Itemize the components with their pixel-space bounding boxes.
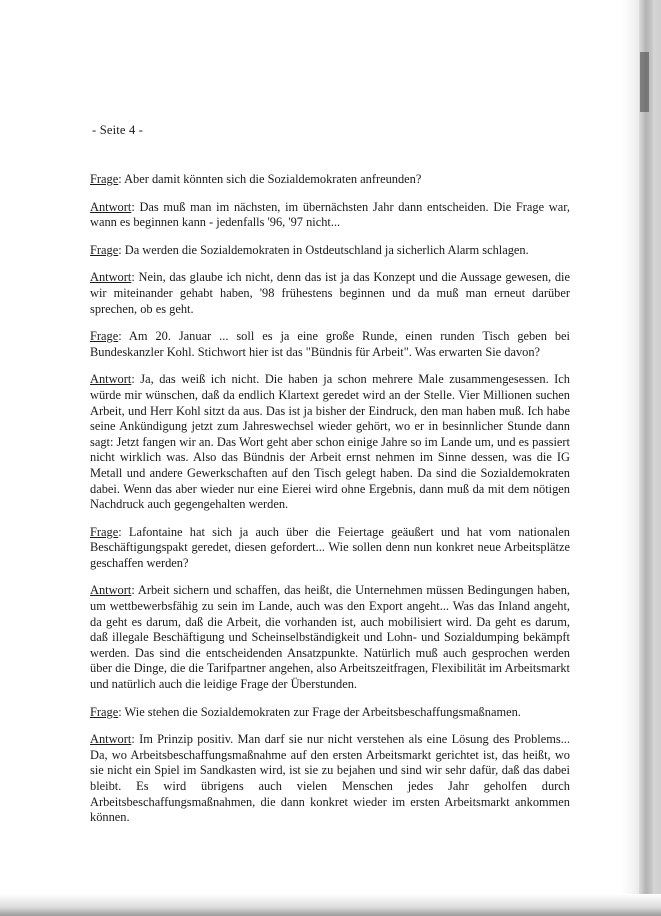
entry-question: Frage: Wie stehen die Sozialdemokraten zur Frage der Arbeitsbeschaffungsmaßnamen. xyxy=(90,704,521,719)
scan-mark xyxy=(640,52,649,112)
entry-answer: Antwort: Das muß man im nächsten, im übernächsten Jahr dann entscheiden. Die Frage war, wann es beginnen kann - jedenfalls '96, '97 nicht... xyxy=(90,199,570,230)
speaker-label: Antwort xyxy=(90,372,132,387)
entry-question: Frage: Lafontaine hat sich ja auch über die Feiertage geäußert und hat vom nationalen Beschäftigungspakt geredet, diesen gefordert... Wie sollen denn nun konkret neue Arbeitsplätze geschaffen werden? xyxy=(90,524,570,570)
entry-text: Arbeit sichern und schaffen, das heißt, die Unternehmen müssen Bedingungen haben, um wettbewerbsfähig zu sein im Lande, auch was den Export angeht... Was das Inland angeht, da geht es darum, daß die Arbeit, die vorhanden ist, auch mobilisiert wird. Da geht es darum, daß illegale Beschäftigung und Scheinselbständigkeit und Lohn- und Sozialdumping bekämpft werden. Das sind die entscheidenden Ansatzpunkte. Natürlich muß auch gesprochen werden über die Dinge, die die Tarifpartner angehen, also Arbeitszeitfragen, Flexibilität im Arbeitsmarkt und natürlich auch die leidige Frage der Überstunden. xyxy=(90,583,570,692)
speaker-label: Frage xyxy=(90,242,119,257)
entry-text: Ja, das weiß ich nicht. Die haben ja schon mehrere Male zusammengesessen. Ich würde mir wünschen, daß da endlich Klartext geredet wird an der Stelle. Vier Millionen suchen Arbeit, und Herr Kohl sitzt da aus. Das ist ja bisher der Eindruck, den man haben muß. Ich habe seine Ankündigung jetzt zum Jahreswechsel wieder gehört, wo er in besinnlicher Stunde dann sagt: Jetzt fangen wir an. Das Wort geht aber schon einige Jahre so im Lande um, und es passiert nicht wirklich was. Also das Bündnis der Arbeit ernst nehmen im Sinne dessen, was die IG Metall und andere Gewerkschaften auf den Tisch gelegt haben. Da sind die Sozialdemokraten dabei. Wenn das aber wieder nur eine Eierei wird ohne Ergebnis, dann muß da mit dem nötigen Nachdruck auch gegengehalten werden. xyxy=(90,372,570,512)
speaker-label: Antwort xyxy=(90,732,132,747)
speaker-label: Frage xyxy=(90,704,119,719)
speaker-label: Antwort xyxy=(90,199,132,214)
entry-text: Lafontaine hat sich ja auch über die Feiertage geäußert und hat vom nationalen Beschäftigungspakt geredet, diesen gefordert... Wie sollen denn nun konkret neue Arbeitsplätze geschaffen werden? xyxy=(90,524,570,570)
entry-answer: Antwort: Arbeit sichern und schaffen, das heißt, die Unternehmen müssen Bedingungen haben, um wettbewerbsfähig zu sein im Lande, auch was den Export angeht... Was das Inland angeht, da geht es darum, daß die Arbeit, die vorhanden ist, auch mobilisiert wird. Da geht es darum, daß illegale Beschäftigung und Scheinselbständigkeit und Lohn- und Sozialdumping bekämpft werden. Das sind die entscheidenden Ansatzpunkte. Natürlich muß auch gesprochen werden über die Dinge, die die Tarifpartner angehen, also Arbeitszeitfragen, Flexibilität im Arbeitsmarkt und natürlich auch die leidige Frage der Überstunden. xyxy=(90,583,570,692)
entry-answer: Antwort: Ja, das weiß ich nicht. Die haben ja schon mehrere Male zusammengesessen. Ich würde mir wünschen, daß da endlich Klartext geredet wird an der Stelle. Vier Millionen suchen Arbeit, und Herr Kohl sitzt da aus. Das ist ja bisher der Eindruck, den man haben muß. Ich habe seine Ankündigung jetzt zum Jahreswechsel wieder gehört, wo er in besinnlicher Stunde dann sagt: Jetzt fangen wir an. Das Wort geht aber schon einige Jahre so im Lande um, und es passiert nicht wirklich was. Also das Bündnis der Arbeit ernst nehmen im Sinne dessen, was die IG Metall und andere Gewerkschaften auf den Tisch gelegt haben. Da sind die Sozialdemokraten dabei. Wenn das aber wieder nur eine Eierei wird ohne Ergebnis, dann muß da mit dem nötigen Nachdruck auch gegengehalten werden. xyxy=(90,372,570,512)
entry-text: Am 20. Januar ... soll es ja eine große Runde, einen runden Tisch geben bei Bundeskanzler Kohl. Stichwort hier ist das "Bündnis für Arbeit". Was erwarten Sie davon? xyxy=(90,329,570,359)
interview-transcript xyxy=(90,172,570,838)
entry-text: Im Prinzip positiv. Man darf sie nur nicht verstehen als eine Lösung des Problems... Da, wo Arbeitsbeschaffungsmaßnahme auf den ersten Arbeitsmarkt gerichtet ist, das heißt, wo sie nicht ein Spiel im Sandkasten wird, ist sie zu bejahen und sind wir sehr dafür, daß das dabei bleibt. Es wird übrigens auch vielen Menschen jedes Jahr geholfen durch Arbeitsbeschaffungsmaßnahmen, die dann konkret wieder im ersten Arbeitsmarkt ankommen können. xyxy=(90,732,570,825)
speaker-label: Frage xyxy=(90,524,119,539)
entry-text: Wie stehen die Sozialdemokraten zur Frage der Arbeitsbeschaffungsmaßnamen. xyxy=(124,704,521,719)
entry-question: Frage: Am 20. Januar ... soll es ja eine große Runde, einen runden Tisch geben bei Bundeskanzler Kohl. Stichwort hier ist das "Bündnis für Arbeit". Was erwarten Sie davon? xyxy=(90,329,570,359)
entry-text: Nein, das glaube ich nicht, denn das ist ja das Konzept und die Aussage gewesen, die wir miteinander gehabt haben, '98 frühestens beginnen und da muß man erneut darüber sprechen, ob es geht. xyxy=(90,270,570,316)
entry-text: Da werden die Sozialdemokraten in Ostdeutschland ja sicherlich Alarm schlagen. xyxy=(124,242,529,257)
entry-answer: Antwort: Im Prinzip positiv. Man darf sie nur nicht verstehen als eine Lösung des Problems... Da, wo Arbeitsbeschaffungsmaßnahme auf den ersten Arbeitsmarkt gerichtet ist, das heißt, wo sie nicht ein Spiel im Sandkasten wird, ist sie zu bejahen und sind wir sehr dafür, daß das dabei bleibt. Es wird übrigens auch vielen Menschen jedes Jahr geholfen durch Arbeitsbeschaffungsmaßnahmen, die dann konkret wieder im ersten Arbeitsmarkt ankommen können. xyxy=(90,732,570,825)
entry-answer: Antwort: Nein, das glaube ich nicht, denn das ist ja das Konzept und die Aussage gewesen, die wir miteinander gehabt haben, '98 frühestens beginnen und da muß man erneut darüber sprechen, ob es geht. xyxy=(90,270,570,316)
entry-question: Frage: Da werden die Sozialdemokraten in Ostdeutschland ja sicherlich Alarm schlagen. xyxy=(90,242,529,257)
scan-binding-strip xyxy=(639,0,653,916)
speaker-label: Antwort xyxy=(90,583,132,598)
entry-question: Frage: Aber damit könnten sich die Sozialdemokraten anfreunden? xyxy=(90,172,422,186)
entry-text: Aber damit könnten sich die Sozialdemokraten anfreunden? xyxy=(124,172,422,186)
page-number-label: - Seite 4 - xyxy=(92,123,144,137)
speaker-label: Frage xyxy=(90,172,119,186)
scan-shadow-bottom xyxy=(0,894,661,916)
entry-text: Das muß man im nächsten, im übernächsten Jahr dann entscheiden. Die Frage war, wann es beginnen kann - jedenfalls '96, '97 nicht... xyxy=(90,199,570,230)
speaker-label: Frage xyxy=(90,329,119,344)
speaker-label: Antwort xyxy=(90,270,132,285)
